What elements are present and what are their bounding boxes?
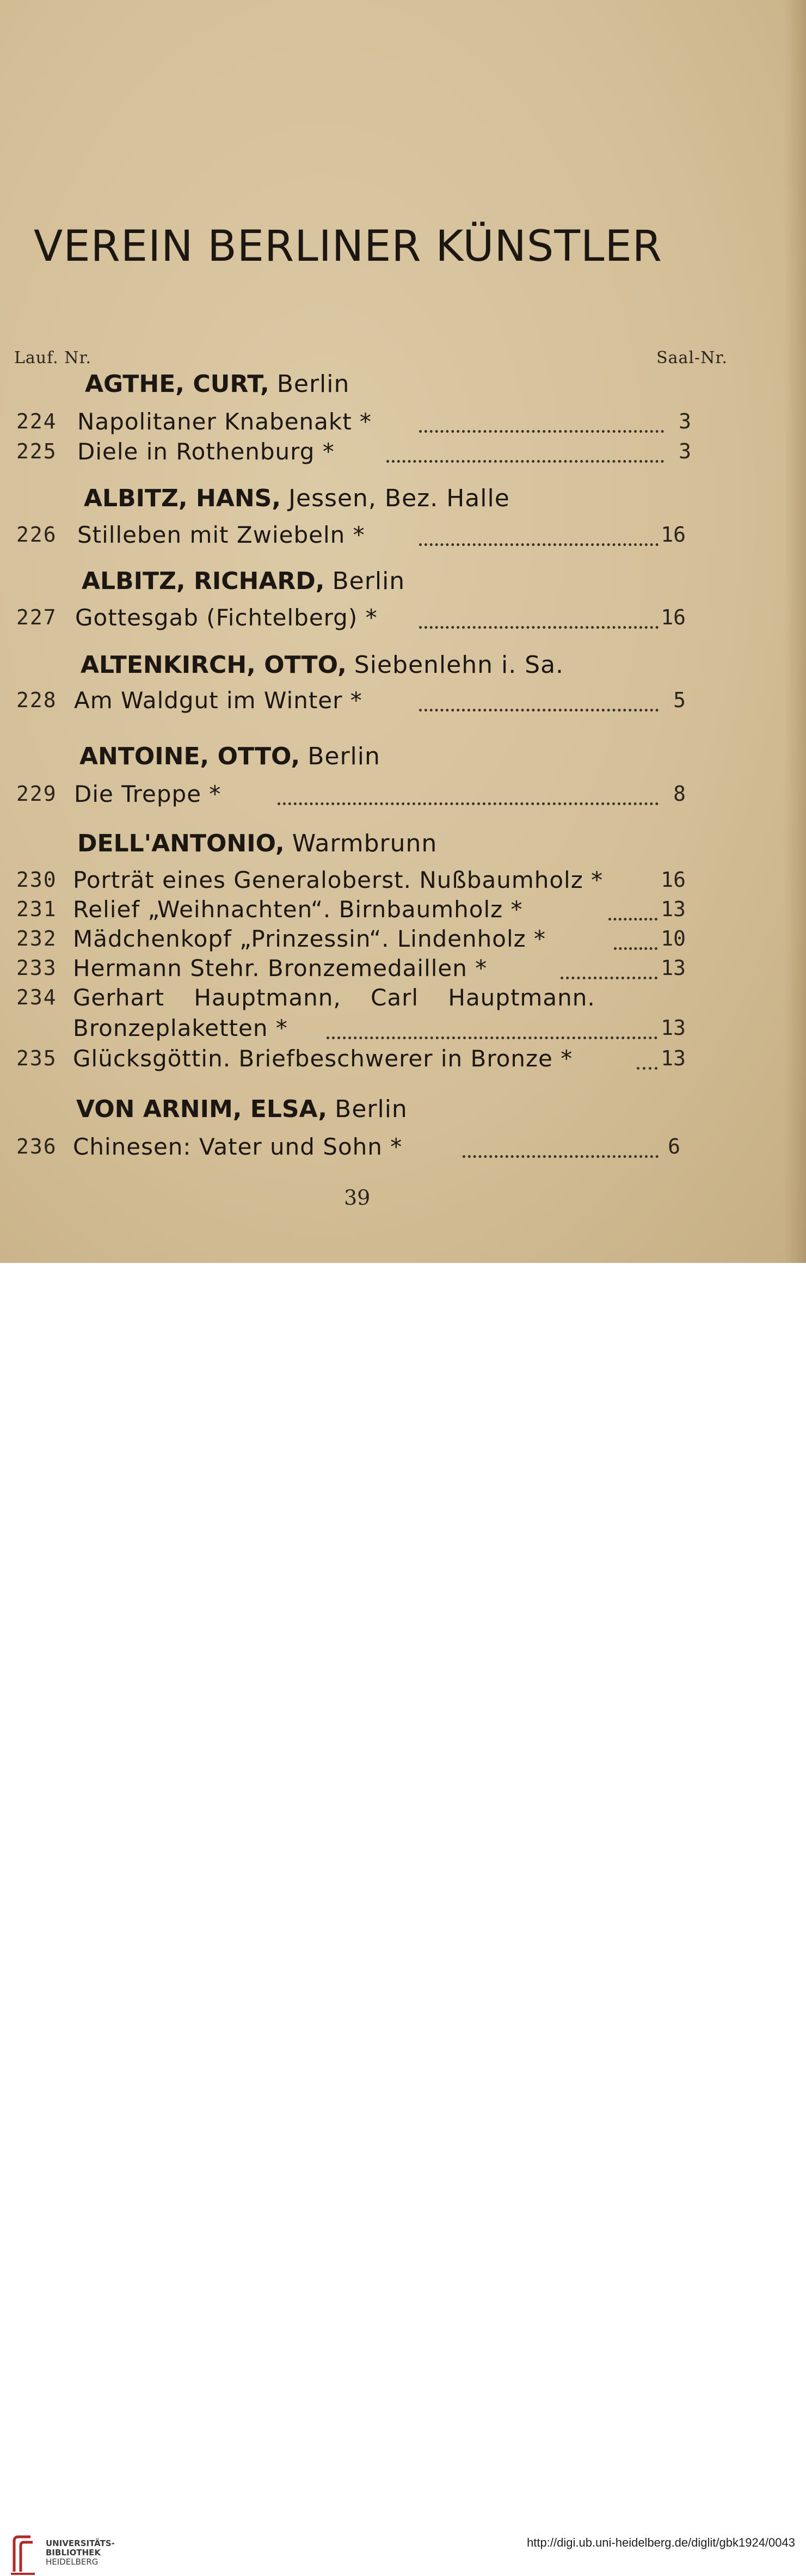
library-name-line: HEIDELBERG xyxy=(46,2557,99,2567)
artist-place: Berlin xyxy=(276,370,350,398)
catalog-entry xyxy=(16,408,691,439)
entry-title: Napolitaner Knabenakt * xyxy=(77,408,372,435)
artist-name: VON ARNIM, ELSA, xyxy=(76,1095,328,1123)
column-label-lauf-nr: Lauf. Nr. xyxy=(14,348,92,367)
entry-title: Am Waldgut im Winter * xyxy=(74,687,362,714)
entry-saal: 13 xyxy=(661,897,686,921)
library-logo-icon xyxy=(9,2534,37,2576)
library-name xyxy=(46,2539,115,2567)
leader-dots xyxy=(386,459,664,463)
catalog-entry xyxy=(16,781,691,811)
artist-heading xyxy=(76,1095,408,1123)
entry-number: 233 xyxy=(16,956,57,980)
artist-heading xyxy=(81,651,564,679)
entry-saal: 6 xyxy=(668,1134,680,1158)
artist-place: Warmbrunn xyxy=(292,830,438,857)
entry-number: 236 xyxy=(16,1134,57,1158)
catalog-entry xyxy=(16,604,691,635)
entry-number: 232 xyxy=(16,927,57,950)
artist-heading xyxy=(79,743,380,770)
artist-name: AGTHE, CURT, xyxy=(85,370,269,398)
entry-title: Mädchenkopf „Prinzessin“. Lindenholz * xyxy=(73,925,546,952)
artist-place: Jessen, Bez. Halle xyxy=(288,484,510,512)
catalog-page xyxy=(0,0,806,1263)
entry-number: 230 xyxy=(16,868,57,892)
entry-saal: 3 xyxy=(679,439,691,463)
entry-saal: 13 xyxy=(661,1046,686,1070)
entry-number: 235 xyxy=(16,1046,57,1070)
entry-saal: 13 xyxy=(661,956,686,980)
source-url-link[interactable]: http://digi.ub.uni-heidelberg.de/diglit/gbk1924/0043 xyxy=(527,2536,795,2549)
leader-dots xyxy=(419,708,659,712)
entry-number: 234 xyxy=(16,985,57,1009)
entry-title: Diele in Rothenburg * xyxy=(77,438,335,465)
leader-dots xyxy=(419,429,664,433)
artist-name: ALTENKIRCH, OTTO, xyxy=(81,651,347,679)
entry-title: Porträt eines Generaloberst. Nußbaumholz * xyxy=(73,867,604,893)
entry-number: 225 xyxy=(16,439,57,463)
entry-title: Die Treppe * xyxy=(74,781,222,807)
catalog-entry xyxy=(16,925,691,956)
artist-heading xyxy=(84,484,510,512)
entry-number: 231 xyxy=(16,897,57,921)
leader-dots xyxy=(327,1035,657,1039)
catalog-entry xyxy=(16,1133,691,1164)
leader-dots xyxy=(419,542,659,546)
artist-name: ANTOINE, OTTO, xyxy=(79,743,300,770)
entry-title: Relief „Weihnachten“. Birnbaumholz * xyxy=(73,896,523,923)
entry-title: Gottesgab (Fichtelberg) * xyxy=(75,604,378,631)
entry-number: 224 xyxy=(16,409,57,433)
leader-dots xyxy=(278,801,659,805)
entry-number: 226 xyxy=(16,523,57,547)
entry-title: Glücksgöttin. Briefbeschwerer in Bronze * xyxy=(73,1045,573,1072)
entry-saal: 16 xyxy=(661,523,686,547)
entry-saal: 16 xyxy=(661,605,686,629)
column-label-saal-nr: Saal-Nr. xyxy=(656,348,728,367)
artist-name: ALBITZ, HANS, xyxy=(84,484,281,512)
artist-place: Berlin xyxy=(332,567,405,595)
artist-heading xyxy=(82,567,405,595)
catalog-entry xyxy=(16,896,691,927)
catalog-entry xyxy=(16,867,691,897)
entry-title: Chinesen: Vater und Sohn * xyxy=(73,1133,403,1160)
leader-dots xyxy=(463,1154,659,1158)
leader-dots xyxy=(419,625,659,629)
entry-saal: 3 xyxy=(679,409,691,433)
library-name-line: BIBLIOTHEK xyxy=(46,2548,101,2557)
catalog-entry xyxy=(16,438,691,469)
catalog-entry xyxy=(16,984,691,1015)
artist-place: Siebenlehn i. Sa. xyxy=(354,651,564,679)
entry-title: Bronzeplaketten * xyxy=(73,1015,288,1041)
entry-number: 229 xyxy=(16,782,57,806)
entry-title: Stilleben mit Zwiebeln * xyxy=(77,522,365,548)
entry-saal: 13 xyxy=(661,1016,686,1040)
artist-name: ALBITZ, RICHARD, xyxy=(82,567,325,595)
entry-title: Gerhart Hauptmann, Carl Hauptmann. xyxy=(73,984,595,1011)
entry-number: 227 xyxy=(16,605,57,629)
page-number: 39 xyxy=(344,1186,371,1210)
artist-place: Berlin xyxy=(307,743,380,770)
entry-saal: 16 xyxy=(661,868,686,892)
catalog-entry xyxy=(16,1015,691,1045)
entry-title: Hermann Stehr. Bronzemedaillen * xyxy=(73,955,488,982)
page-edge-shadow xyxy=(784,0,806,1263)
page-heading: VEREIN BERLINER KÜNSTLER xyxy=(34,222,662,271)
artist-heading xyxy=(77,830,437,857)
viewer-footer xyxy=(0,1263,806,2567)
entry-saal: 5 xyxy=(673,688,686,712)
artist-name: DELL'ANTONIO, xyxy=(77,830,285,857)
library-name-line: UNIVERSITÄTS- xyxy=(46,2538,115,2548)
entry-saal: 10 xyxy=(661,927,686,950)
artist-place: Berlin xyxy=(335,1095,408,1123)
artist-heading xyxy=(85,370,349,398)
catalog-entry xyxy=(16,522,691,552)
catalog-entry xyxy=(16,955,691,985)
entry-number: 228 xyxy=(16,688,57,712)
entry-saal: 8 xyxy=(673,782,686,806)
catalog-entry xyxy=(16,687,691,717)
catalog-entry xyxy=(16,1045,691,1076)
